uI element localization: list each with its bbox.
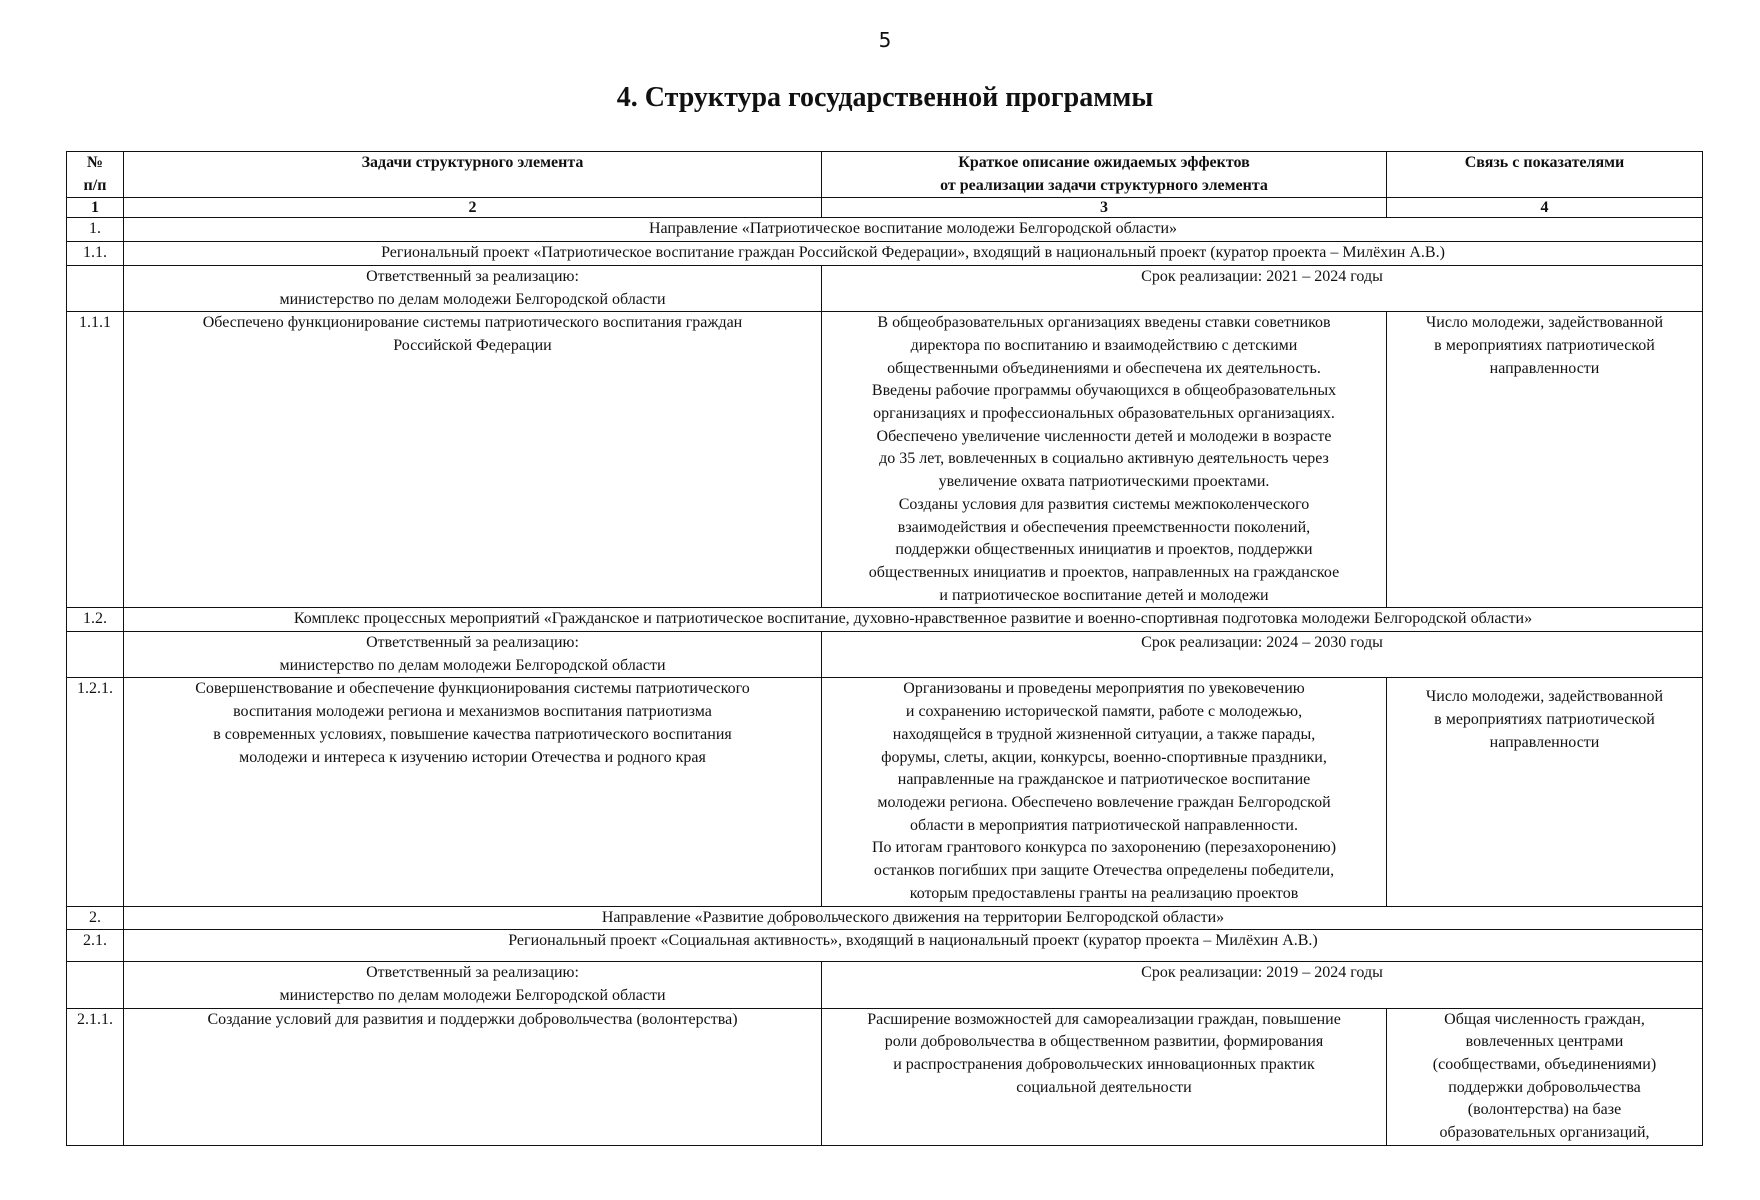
effects-line: поддержки общественных инициатив и проектов, поддержки (895, 541, 1313, 559)
indicator-line: поддержки добровольчества (1448, 1078, 1641, 1096)
effects-line: области в мероприятия патриотической направленности. (910, 816, 1298, 834)
indicator-line: в мероприятиях патриотической (1434, 336, 1655, 354)
direction-title: Направление «Развитие добровольческого движения на территории Белгородской области» (124, 906, 1703, 930)
responsible-row (67, 265, 1703, 311)
responsible-line: министерство по делам молодежи Белгородской области (279, 656, 666, 674)
header-effects (822, 152, 1387, 198)
effects-line: молодежи региона. Обеспечено вовлечение граждан Белгородской (877, 793, 1331, 811)
task-line: Совершенствование и обеспечение функционирования системы патриотического (195, 680, 750, 698)
column-number-row (67, 198, 1703, 218)
direction-row (67, 218, 1703, 242)
responsible-line: Ответственный за реализацию: (366, 634, 579, 652)
column-number: 4 (1387, 198, 1703, 218)
effects-line: Введены рабочие программы обучающихся в общеобразовательных (871, 382, 1337, 400)
effects-cell (822, 1008, 1387, 1145)
effects-line: форумы, слеты, акции, конкурсы, военно-спортивные праздники, (881, 748, 1327, 766)
row-number: 1.2. (67, 608, 124, 632)
indicator-line: в мероприятиях патриотической (1434, 711, 1655, 729)
table-header-row (67, 152, 1703, 198)
responsible-line: министерство по делам молодежи Белгородской области (279, 290, 666, 308)
effects-line: останков погибших при защите Отечества определены победители, (873, 862, 1335, 880)
task-line: молодежи и интереса к изучению истории Отечества и родного края (239, 748, 706, 766)
row-number: 2.1.1. (67, 1008, 124, 1145)
header-tasks: Задачи структурного элемента (124, 152, 822, 198)
project-title: Региональный проект «Патриотическое воспитание граждан Российской Федерации», входящий в национальный проект (куратор проекта – Милёхин А.В.) (124, 242, 1703, 266)
effects-line: организациях и профессиональных образовательных организациях. (873, 405, 1335, 423)
indicator-cell (1387, 312, 1703, 608)
header-effects-line: Краткое описание ожидаемых эффектов (958, 154, 1250, 171)
task-line: воспитания молодежи региона и механизмов воспитания патриотизма (233, 703, 712, 721)
indicator-line: (сообществами, объединениями) (1432, 1056, 1657, 1074)
row-number: 2.1. (67, 930, 124, 962)
indicator-line: (волонтерства) на базе (1467, 1101, 1622, 1119)
effects-line: и распространения добровольческих инновационных практик (893, 1056, 1315, 1074)
effects-line: Обеспечено увеличение численности детей и молодежи в возрасте (876, 427, 1332, 445)
effects-line: и сохранению исторической памяти, работе с молодежью, (905, 703, 1303, 721)
header-effects-line: от реализации задачи структурного элемента (940, 176, 1268, 194)
indicator-cell (1387, 1008, 1703, 1145)
task-cell (124, 678, 822, 906)
indicator-line: Общая численность граждан, (1444, 1010, 1645, 1028)
empty-cell (67, 632, 124, 678)
effects-line: Организованы и проведены мероприятия по увековечению (903, 680, 1305, 698)
indicator-line: Число молодежи, задействованной (1425, 688, 1664, 706)
column-number: 3 (822, 198, 1387, 218)
responsible-line: Ответственный за реализацию: (366, 267, 579, 285)
effects-line: увеличение охвата патриотическими проектами. (938, 473, 1270, 491)
effects-line: которым предоставлены гранты на реализацию проектов (909, 884, 1299, 902)
effects-cell (822, 312, 1387, 608)
task-cell: Создание условий для развития и поддержки добровольчества (волонтерства) (124, 1008, 822, 1145)
indicator-cell (1387, 678, 1703, 906)
indicator-line: направленности (1489, 733, 1600, 751)
responsible-line: Ответственный за реализацию: (366, 964, 579, 982)
complex-title: Комплекс процессных мероприятий «Гражданское и патриотическое воспитание, духовно-нравственное развитие и военно-спортивная подготовка молодежи Белгородской области» (124, 608, 1703, 632)
effects-line: роли добровольчества в общественном развитии, формирования (884, 1033, 1324, 1051)
direction-row (67, 906, 1703, 930)
term-cell: Срок реализации: 2024 – 2030 годы (822, 632, 1703, 678)
effects-line: общественными объединениями и обеспечена их деятельность. (887, 359, 1321, 377)
effects-line: Созданы условия для развития системы межпоколенческого (898, 495, 1310, 513)
effects-line: общественных инициатив и проектов, направленных на гражданское (868, 563, 1340, 581)
responsible-line: министерство по делам молодежи Белгородской области (279, 986, 666, 1004)
complex-row (67, 608, 1703, 632)
effects-line: находящейся в трудной жизненной ситуации, а также парады, (892, 725, 1316, 743)
effects-cell (822, 678, 1387, 906)
responsible-cell (124, 962, 822, 1008)
empty-cell (67, 265, 124, 311)
responsible-row (67, 962, 1703, 1008)
column-number: 1 (67, 198, 124, 218)
header-indicators: Связь с показателями (1387, 152, 1703, 198)
effects-line: В общеобразовательных организациях введены ставки советников (877, 314, 1331, 332)
term-cell: Срок реализации: 2019 – 2024 годы (822, 962, 1703, 1008)
indicator-line: образовательных организаций, (1439, 1124, 1650, 1142)
direction-title: Направление «Патриотическое воспитание молодежи Белгородской области» (124, 218, 1703, 242)
header-number (67, 152, 124, 198)
term-cell: Срок реализации: 2021 – 2024 годы (822, 265, 1703, 311)
task-line: Обеспечено функционирование системы патриотического воспитания граждан (202, 314, 743, 332)
row-number: 1.2.1. (67, 678, 124, 906)
indicator-line: вовлеченных центрами (1465, 1033, 1624, 1051)
header-number-line: № (86, 154, 104, 171)
effects-line: По итогам грантового конкурса по захоронению (перезахоронению) (871, 839, 1337, 857)
indicator-line: направленности (1489, 359, 1600, 377)
program-structure-table (66, 151, 1703, 1146)
page-number: 5 (878, 28, 892, 52)
row-number: 1. (67, 218, 124, 242)
project-row (67, 242, 1703, 266)
empty-cell (67, 962, 124, 1008)
effects-line: Расширение возможностей для самореализации граждан, повышение (867, 1010, 1341, 1028)
responsible-cell (124, 632, 822, 678)
task-line: в современных условиях, повышение качества патриотического воспитания (213, 725, 732, 743)
indicator-line: Число молодежи, задействованной (1425, 314, 1664, 332)
task-row (67, 1008, 1703, 1145)
column-number: 2 (124, 198, 822, 218)
responsible-cell (124, 265, 822, 311)
effects-line: взаимодействия и обеспечения преемственности поколений, (897, 518, 1311, 536)
effects-line: направленные на гражданское и патриотическое воспитание (897, 771, 1311, 789)
task-row (67, 678, 1703, 906)
page-title: 4. Структура государственной программы (616, 82, 1154, 113)
task-line: Российской Федерации (393, 336, 552, 354)
responsible-row (67, 632, 1703, 678)
effects-line: до 35 лет, вовлеченных в социально активную деятельность через (879, 450, 1329, 468)
task-cell (124, 312, 822, 608)
task-row (67, 312, 1703, 608)
project-title: Региональный проект «Социальная активность», входящий в национальный проект (куратор проекта – Милёхин А.В.) (124, 930, 1703, 962)
project-row (67, 930, 1703, 962)
header-number-line: п/п (83, 176, 107, 194)
row-number: 2. (67, 906, 124, 930)
row-number: 1.1. (67, 242, 124, 266)
row-number: 1.1.1 (67, 312, 124, 608)
effects-line: социальной деятельности (1016, 1078, 1192, 1096)
effects-line: директора по воспитанию и взаимодействию с детскими (910, 336, 1298, 354)
effects-line: и патриотическое воспитание детей и молодежи (939, 586, 1269, 604)
